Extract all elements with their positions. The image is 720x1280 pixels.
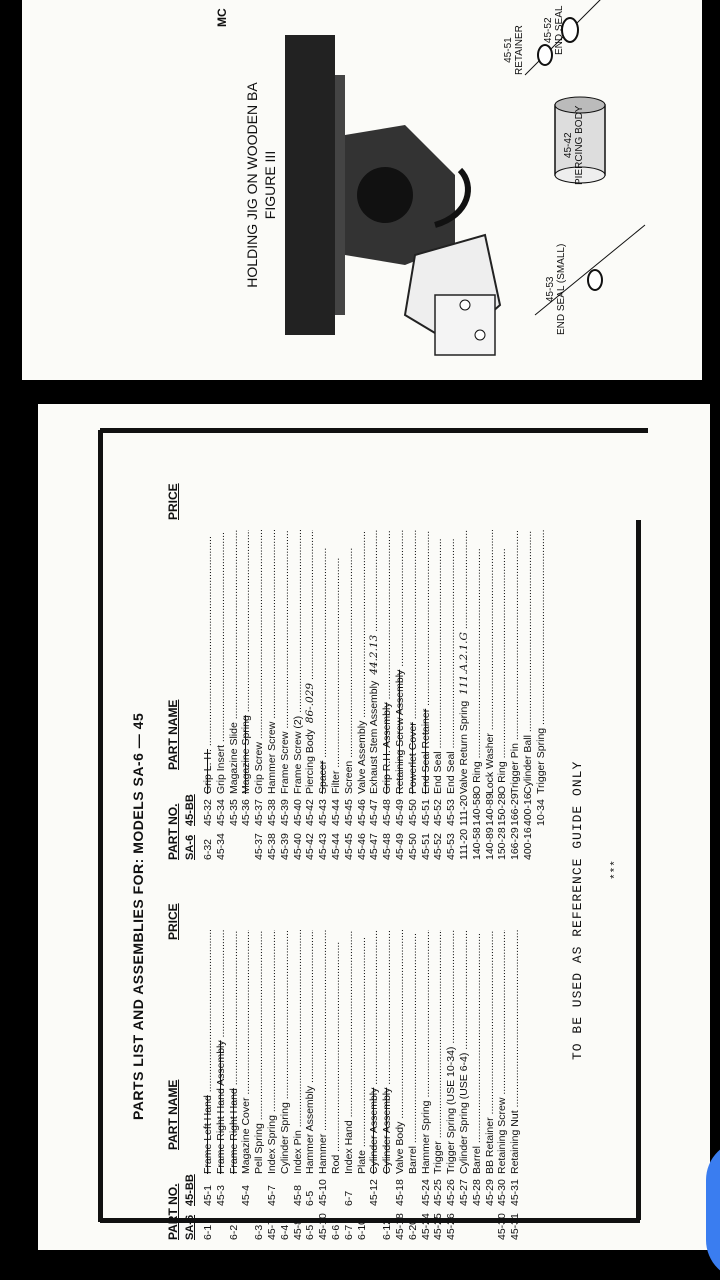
figure-number: FIGURE III: [262, 150, 278, 220]
part-no-45bb: 45-42: [304, 799, 317, 826]
table-row: [343, 530, 356, 860]
part-no-45bb: 45-8: [291, 1184, 304, 1206]
part-no-sa6: [458, 1206, 471, 1240]
part-no-45bb: 45-25: [432, 1179, 445, 1206]
part-no-sa6: 45-44: [329, 833, 342, 860]
table-row: [496, 930, 509, 1240]
part-no-sa6: 45-40: [291, 833, 304, 860]
part-no-sa6: 45-48: [381, 833, 394, 860]
handwritten-price: 111.A.2.1.G: [457, 632, 470, 695]
end-seal-label: 45-52 END SEAL: [543, 5, 565, 55]
part-no-45bb: 45-18: [393, 1179, 406, 1206]
part-no-45bb: 45-37: [253, 799, 266, 826]
part-no-sa6: 45-49: [393, 833, 406, 860]
part-no-sa6: 45-26: [445, 1213, 458, 1240]
left-sa6-subheader: SA-6: [184, 1214, 196, 1240]
part-no-sa6: 45-46: [355, 833, 368, 860]
part-no-45bb: 45-52: [432, 799, 445, 826]
part-no-45bb: 45-35: [227, 799, 240, 826]
part-name: Valve Return Spring111.A.2.1.G .....: [458, 530, 471, 794]
part-name: Cylinder Spring (USE 6-4) .....: [458, 930, 471, 1174]
part-no-45bb: [356, 1174, 369, 1206]
table-row: [215, 530, 228, 860]
part-no-sa6: [368, 1206, 381, 1240]
part-no-sa6: 6-1: [202, 1224, 214, 1240]
part-name: Plate .....: [356, 930, 369, 1174]
part-no-sa6: 45-47: [368, 833, 381, 860]
part-no-45bb: 45-43: [317, 799, 330, 826]
table-row: [445, 930, 458, 1240]
part-name: Valve Body .....: [394, 930, 407, 1174]
part-name: BB Retainer .....: [484, 930, 497, 1174]
part-no-45bb: 45-38: [265, 799, 278, 826]
table-row: [317, 530, 330, 860]
table-row: [522, 530, 535, 860]
right-part-name-header: PART NAME: [166, 699, 180, 770]
part-no-sa6: 45-30: [496, 1213, 509, 1240]
table-row: [266, 530, 279, 860]
part-no-45bb: 45-29: [483, 1179, 496, 1206]
part-no-sa6: 45-50: [406, 833, 419, 860]
part-no-45bb: 45-28: [470, 1179, 483, 1206]
part-no-45bb: 45-26: [445, 1179, 458, 1206]
part-no-45bb: 45-46: [355, 799, 368, 826]
table-row: [407, 930, 420, 1240]
part-no-45bb: 45-31: [509, 1179, 522, 1206]
part-name: Magazine Cover .....: [240, 930, 253, 1174]
part-no-45bb: 45-47: [368, 799, 381, 826]
table-row: [215, 930, 228, 1240]
part-no-sa6: 45-34: [214, 833, 227, 860]
part-no-sa6: 140-58: [470, 827, 483, 860]
figure-caption: [243, 0, 279, 375]
part-no-sa6: [228, 826, 241, 860]
part-name: Frame Screw .....: [279, 530, 292, 794]
part-name: Exhaust Stem Assembly44.2.13 .....: [368, 530, 381, 794]
figure-panel: [215, 0, 715, 375]
part-no-sa6: 166-29: [509, 827, 522, 860]
table-row: [279, 530, 292, 860]
part-no-sa6: [535, 826, 548, 860]
part-no-45bb: 45-40: [291, 799, 304, 826]
table-row: [458, 930, 471, 1240]
part-name: Trigger Spring .....: [535, 530, 548, 794]
part-no-sa6: 400-16: [521, 827, 534, 860]
part-no-45bb: 45-36: [240, 799, 253, 826]
part-no-45bb: 45-53: [445, 799, 458, 826]
part-name: O Ring .....: [496, 530, 509, 794]
part-no-45bb: 140-89: [483, 793, 496, 826]
table-row: [253, 530, 266, 860]
part-no-sa6: 45-7: [265, 1218, 278, 1240]
part-name: Magazine Slide .....: [228, 530, 241, 794]
part-name: Magazine Spring .....: [240, 530, 253, 794]
table-row: [394, 930, 407, 1240]
part-no-45bb: 45-1: [202, 1184, 214, 1206]
part-no-45bb: [381, 1174, 394, 1206]
part-name: Barrel .....: [407, 930, 420, 1174]
border-left: [98, 430, 103, 1222]
right-parts-table: [202, 530, 548, 860]
part-no-45bb: 400-16: [521, 793, 534, 826]
part-name: End Seal .....: [432, 530, 445, 794]
part-no-sa6: [471, 1206, 484, 1240]
part-no-sa6: 6-20: [406, 1218, 419, 1240]
part-no-45bb: 6-7: [342, 1190, 355, 1206]
table-row: [407, 530, 420, 860]
table-row: [356, 530, 369, 860]
part-no-sa6: [484, 1206, 497, 1240]
part-no-sa6: 6-10: [355, 1218, 368, 1240]
table-row: [240, 530, 253, 860]
part-name: Trigger Spring (USE 10-34) .....: [445, 930, 458, 1174]
part-name: Cylinder Assembly .....: [368, 930, 381, 1174]
part-name: Lock Washer .....: [484, 530, 497, 794]
part-no-45bb: 45-7: [265, 1184, 278, 1206]
right-45bb-subheader: 45-BB: [184, 794, 196, 826]
part-name: Hammer Assembly .....: [304, 930, 317, 1174]
part-no-45bb: 45-51: [419, 799, 432, 826]
part-no-sa6: 45-39: [278, 833, 291, 860]
part-name: End Seal .....: [445, 530, 458, 794]
part-name: Hammer .....: [317, 930, 330, 1174]
part-name: Hammer Spring .....: [420, 930, 433, 1174]
part-no-sa6: [240, 826, 253, 860]
table-row: [420, 530, 433, 860]
part-name: Retaining Screw .....: [496, 930, 509, 1174]
table-row: [368, 530, 381, 860]
part-name: Frame Left Hand .....: [202, 930, 215, 1174]
part-no-sa6: 45-31: [509, 1213, 522, 1240]
part-no-sa6: 45-43: [317, 833, 330, 860]
part-no-sa6: 150-28: [496, 827, 509, 860]
part-no-sa6: 45-38: [265, 833, 278, 860]
part-no-45bb: 45-24: [419, 1179, 432, 1206]
table-row: [509, 530, 522, 860]
part-no-45bb: 45-48: [381, 799, 394, 826]
part-no-sa6: 6-7: [342, 1224, 355, 1240]
part-name: Cylinder Spring .....: [279, 930, 292, 1174]
table-row: [471, 530, 484, 860]
part-no-sa6: 6-2: [227, 1224, 240, 1240]
table-row: [445, 530, 458, 860]
part-name: Trigger .....: [432, 930, 445, 1174]
table-row: [484, 930, 497, 1240]
part-name: Trigger Pin .....: [509, 530, 522, 794]
table-row: [240, 930, 253, 1240]
parts-list: [130, 420, 650, 1240]
right-sa6-subheader: SA-6: [184, 834, 196, 860]
part-name: Grip R.H. Assembly .....: [381, 530, 394, 794]
part-name: Barrel .....: [471, 930, 484, 1174]
part-no-45bb: 111-20: [457, 794, 470, 826]
table-row: [292, 930, 305, 1240]
table-row: [343, 930, 356, 1240]
revolver-drawing: [285, 0, 505, 375]
left-45bb-subheader: 45-BB: [184, 1174, 196, 1206]
part-no-45bb: 45-10: [317, 1179, 330, 1206]
part-no-45bb: [330, 1174, 343, 1206]
part-no-sa6: 6-12: [381, 1218, 394, 1240]
part-no-sa6: 45-25: [432, 1213, 445, 1240]
part-name: Cylinder Assembly .....: [381, 930, 394, 1174]
part-no-45bb: 45-30: [496, 1179, 509, 1206]
reference-note: TO BE USED AS REFERENCE GUIDE ONLY: [570, 760, 585, 1060]
table-row: [356, 930, 369, 1240]
part-name: Spacer .....: [317, 530, 330, 794]
part-no-45bb: 45-32: [202, 799, 214, 826]
part-name: Index Hand .....: [343, 930, 356, 1174]
part-no-sa6: [240, 1206, 253, 1240]
part-name: Grip Screw .....: [253, 530, 266, 794]
table-row: [432, 930, 445, 1240]
retainer-label: 45-51 RETAINER: [503, 25, 525, 75]
parts-list-title: PARTS LIST AND ASSEMBLIES FOR: MODELS SA-6 — 45: [130, 712, 146, 1120]
table-row: [420, 930, 433, 1240]
left-parts-table: [202, 930, 522, 1240]
part-name: Grip L. H. .....: [202, 530, 215, 794]
part-name: Hammer Screw .....: [266, 530, 279, 794]
figure-caption-title: HOLDING JIG ON WOODEN BA: [244, 82, 260, 288]
part-no-sa6: 45-18: [393, 1213, 406, 1240]
part-name: O Ring .....: [471, 530, 484, 794]
end-seal-small-label: 45-53 END SEAL (SMALL): [545, 243, 567, 335]
part-no-sa6: 45-42: [304, 833, 317, 860]
part-no-sa6: 140-89: [483, 827, 496, 860]
part-no-sa6: 6-4: [278, 1224, 291, 1240]
part-no-45bb: 45-39: [278, 799, 291, 826]
part-no-45bb: 166-29: [509, 793, 522, 826]
part-no-sa6: 6-32: [202, 838, 214, 860]
part-name: Powerlet Cover .....: [407, 530, 420, 794]
part-no-45bb: [253, 1174, 266, 1206]
left-part-name-header: PART NAME: [166, 1079, 180, 1150]
table-row: [432, 530, 445, 860]
part-no-45bb: 45-27: [457, 1179, 470, 1206]
seals-drawing: [495, 0, 695, 375]
part-no-sa6: 6-6: [329, 1224, 342, 1240]
right-price-header: PRICE: [166, 483, 180, 520]
part-name: Valve Assembly .....: [356, 530, 369, 794]
table-row: [279, 930, 292, 1240]
part-no-sa6: 45-37: [253, 833, 266, 860]
handwritten-price: 44.2.13: [368, 634, 381, 675]
part-name: Rod .....: [330, 930, 343, 1174]
part-no-45bb: [279, 1174, 292, 1206]
handwritten-price: 86-.029: [304, 682, 317, 724]
end-stars: ***: [610, 860, 622, 880]
part-name: Filter .....: [330, 530, 343, 794]
table-row: [381, 930, 394, 1240]
part-no-sa6: 45-53: [445, 833, 458, 860]
part-name: End Seal Retainer .....: [420, 530, 433, 794]
part-no-45bb: 45-34: [214, 799, 227, 826]
part-name: Frame Screw (2) .....: [292, 530, 305, 794]
part-no-45bb: [407, 1174, 420, 1206]
table-row: [202, 530, 215, 860]
part-no-45bb: 45-44: [329, 799, 342, 826]
table-row: [496, 530, 509, 860]
part-no-45bb: [228, 1174, 241, 1206]
table-row: [394, 530, 407, 860]
part-no-sa6: 45-51: [419, 833, 432, 860]
part-no-sa6: 45-24: [419, 1213, 432, 1240]
left-part-no-header: PART NO.: [166, 1183, 180, 1240]
part-no-sa6: 111-20: [457, 828, 470, 860]
table-row: [228, 530, 241, 860]
part-no-sa6: 45-10: [317, 1213, 330, 1240]
table-row: [330, 530, 343, 860]
part-name: Frame Right Hand .....: [228, 930, 241, 1174]
table-row: [330, 930, 343, 1240]
table-row: [509, 930, 522, 1240]
part-no-45bb: 45-12: [368, 1179, 381, 1206]
table-row: [471, 930, 484, 1240]
part-name: Grip Insert .....: [215, 530, 228, 794]
part-no-sa6: [215, 1206, 228, 1240]
table-row: [304, 530, 317, 860]
part-no-45bb: 45-50: [406, 799, 419, 826]
table-row: [484, 530, 497, 860]
table-row: [228, 930, 241, 1240]
part-name: Piercing Body86-.029 .....: [304, 530, 317, 794]
part-no-45bb: 6-5: [304, 1190, 317, 1206]
part-name: Index Pin .....: [292, 930, 305, 1174]
part-name: Cylinder Ball .....: [522, 530, 535, 794]
corner-text: MC: [215, 8, 229, 27]
part-no-45bb: 140-58: [470, 793, 483, 826]
part-no-45bb: 45-49: [393, 799, 406, 826]
table-row: [381, 530, 394, 860]
part-no-sa6: 6-5: [304, 1224, 317, 1240]
part-name: Index Spring .....: [266, 930, 279, 1174]
part-name: Screen .....: [343, 530, 356, 794]
part-name: Pell Spring .....: [253, 930, 266, 1174]
part-no-45bb: 45-45: [342, 799, 355, 826]
part-no-45bb: 10-34: [534, 799, 547, 826]
table-row: [368, 930, 381, 1240]
table-row: [253, 930, 266, 1240]
right-part-no-header: PART NO.: [166, 803, 180, 860]
piercing-body-label: 45-42 PIERCING BODY: [563, 105, 585, 185]
part-no-45bb: 150-28: [496, 793, 509, 826]
part-no-sa6: 45-45: [342, 833, 355, 860]
part-no-45bb: 45-4: [240, 1184, 253, 1206]
table-row: [202, 930, 215, 1240]
part-no-sa6: 45-8: [291, 1218, 304, 1240]
table-row: [458, 530, 471, 860]
part-no-45bb: 45-3: [214, 1184, 227, 1206]
table-row: [304, 930, 317, 1240]
part-no-sa6: 6-3: [253, 1224, 266, 1240]
left-price-header: PRICE: [166, 903, 180, 940]
table-row: [292, 530, 305, 860]
table-row: [317, 930, 330, 1240]
part-name: Retaining Screw Assembly .....: [394, 530, 407, 794]
table-row: [266, 930, 279, 1240]
part-no-sa6: 45-52: [432, 833, 445, 860]
part-name: Retaining Nut .....: [509, 930, 522, 1174]
part-name: Frame Right Hand Assembly .....: [215, 930, 228, 1174]
table-row: [535, 530, 548, 860]
